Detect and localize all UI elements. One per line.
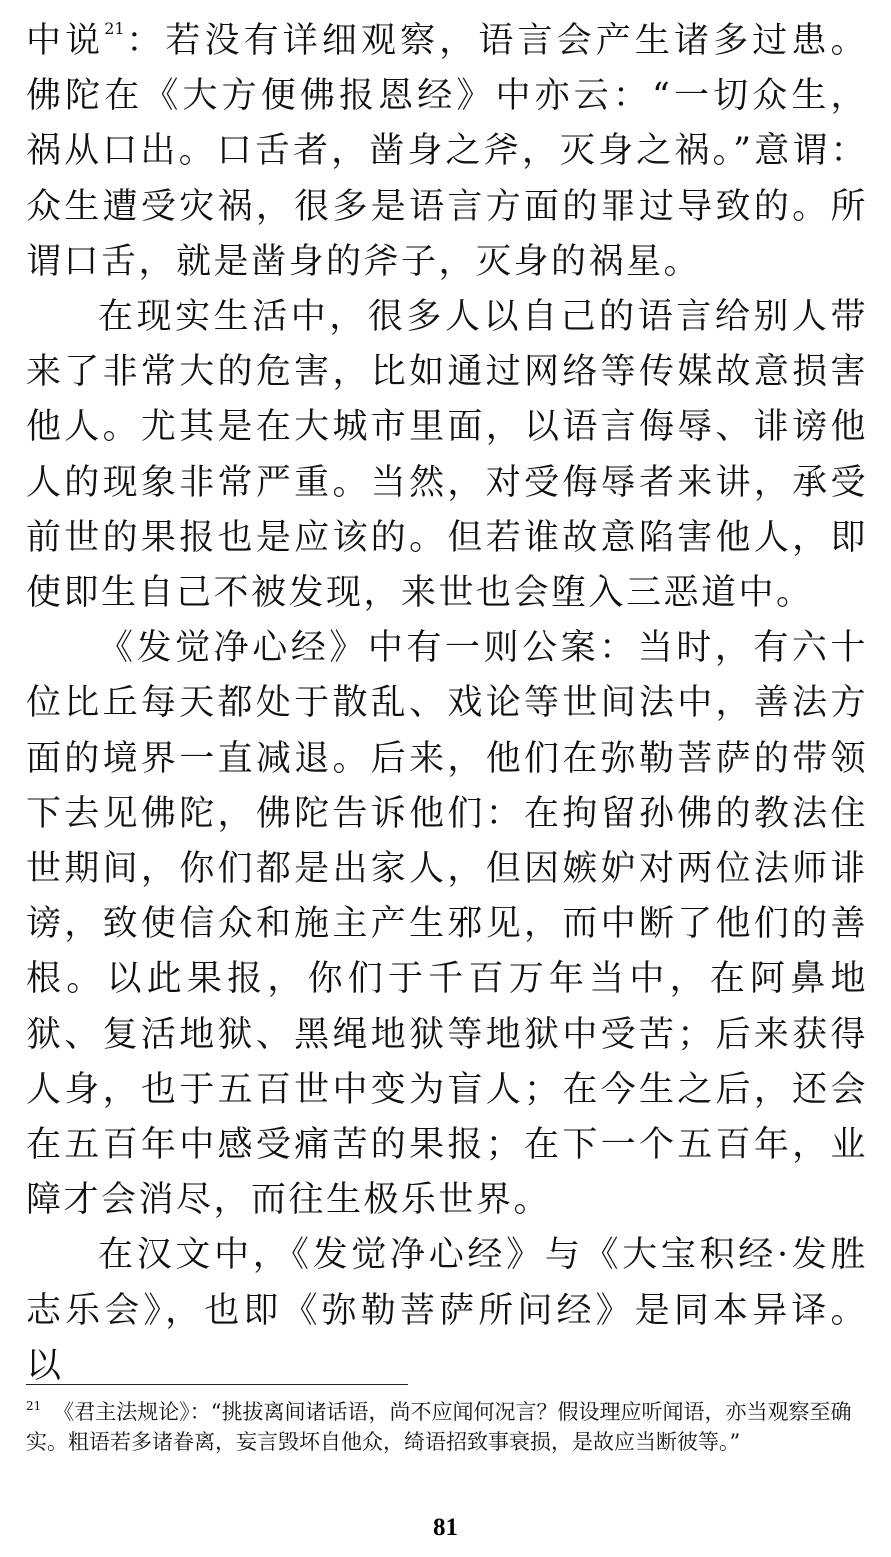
main-text bbox=[26, 14, 868, 1394]
footnote-reference[interactable]: 21 bbox=[104, 19, 125, 38]
paragraph-1 bbox=[26, 14, 868, 290]
paragraph-1-start: 中说 bbox=[26, 21, 105, 61]
footnote-number: 21 bbox=[26, 1399, 42, 1413]
paragraph-3: 《发觉净心经》中有一则公案：当时，有六十位比丘每天都处于散乱、戏论等世间法中，善法方面的境界一直减退。后来，他们在弥勒菩萨的带领下去见佛陀，佛陀告诉他们：在拘留孙佛的教法住世期间，你们都是出家人，但因嫉妒对两位法师诽谤，致使信众和施主产生邪见，而中断了他们的善根。以此果报，你们于千百万年当中，在阿鼻地狱、复活地狱、黑绳地狱等地狱中受苦；后来获得人身，也于五百世中变为盲人；在今生之后，还会在五百年中感受痛苦的果报；在下一个五百年，业障才会消尽，而往生极乐世界。 bbox=[26, 628, 868, 1221]
footnote-text: 《君主法规论》：“挑拔离间诸话语，尚不应闻何况言？假设理应听闻语，亦当观察至确实。粗语若多诸眷离，妄言毁坏自他众，绮语招致事衰损，是故应当断彼等。” bbox=[26, 1400, 852, 1454]
footnote-divider bbox=[26, 1384, 408, 1385]
page-number: 81 bbox=[433, 1514, 458, 1541]
footnote bbox=[26, 1397, 868, 1457]
paragraph-4: 在汉文中，《发觉净心经》与《大宝积经·发胜志乐会》，也即《弥勒菩萨所问经》是同本异译。以 bbox=[26, 1235, 868, 1386]
paragraph-2: 在现实生活中，很多人以自己的语言给别人带来了非常大的危害，比如通过网络等传媒故意损害他人。尤其是在大城市里面，以语言侮辱、诽谤他人的现象非常严重。当然，对受侮辱者来讲，承受前世的果报也是应该的。但若谁故意陷害他人，即使即生自己不被发现，来世也会堕入三恶道中。 bbox=[26, 297, 868, 614]
paragraph-1-rest: ：若没有详细观察，语言会产生诸多过患。佛陀在《大方便佛报恩经》中亦云：“一切众生，祸从口出。口舌者，凿身之斧，灭身之祸。”意谓：众生遭受灾祸，很多是语言方面的罪过导致的。所谓口舌，就是凿身的斧子，灭身的祸星。 bbox=[26, 21, 868, 282]
